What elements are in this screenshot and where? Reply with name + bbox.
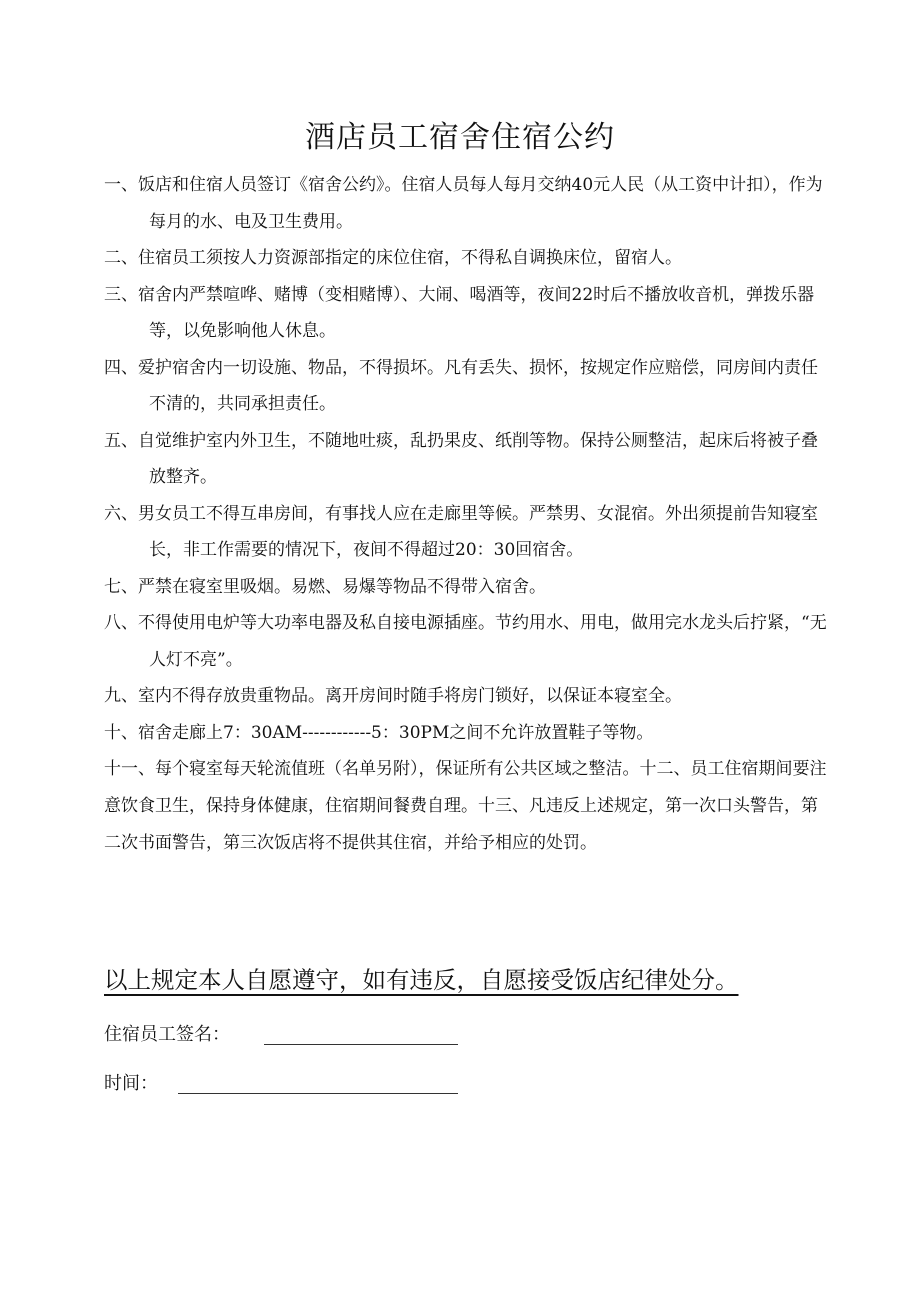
rule-item: 三、宿舍内严禁喧哗、赌博（变相赌博）、大闹、喝酒等，夜间22时后不播放收音机，弹拨乐器等，以免影响他人休息。 (104, 284, 815, 341)
pledge-statement: 以上规定本人自愿遵守，如有违反，自愿接受饭店纪律处分。 (104, 966, 739, 994)
time-label: 时间： (104, 1073, 158, 1094)
rule-item: 六、男女员工不得互串房间，有事找人应在走廊里等候。严禁男、女混宿。外出须提前告知寝室长，非工作需要的情况下，夜间不得超过20：30回宿舍。 (104, 503, 818, 560)
rule-item: 二、住宿员工须按人力资源部指定的床位住宿，不得私自调换床位，留宿人。 (104, 248, 682, 268)
rule-item: 五、自觉维护室内外卫生，不随地吐痰，乱扔果皮、纸削等物。保持公厕整洁，起床后将被子叠放整齐。 (104, 430, 818, 487)
rule-item: 十、宿舍走廊上7：30AM------------5：30PM之间不允许放置鞋子等物。 (104, 722, 654, 743)
rule-item: 八、不得使用电炉等大功率电器及私自接电源插座。节约用水、用电，做用完水龙头后拧紧，“无人灯不亮”。 (104, 613, 827, 670)
rule-item: 四、爱护宿舍内一切设施、物品，不得损坏。凡有丢失、损怀，按规定作应赔偿，同房间内责任不清的，共同承担责任。 (104, 357, 818, 414)
rule-item: 九、室内不得存放贵重物品。离开房间时随手将房门锁好，以保证本寝室全。 (104, 686, 682, 706)
rule-item: 一、饭店和住宿人员签订《宿舍公约》。住宿人员每人每月交纳40元人民（从工资中计扣），作为每月的水、电及卫生费用。 (104, 175, 823, 232)
signature-label: 住宿员工签名： (104, 1024, 230, 1045)
rules-list (104, 167, 834, 862)
rule-item: 七、严禁在寝室里吸烟。易燃、易爆等物品不得带入宿舍。 (104, 576, 546, 597)
document-title: 酒店员工宿舍住宿公约 (305, 120, 615, 155)
signature-line (264, 1044, 458, 1045)
time-line (178, 1093, 458, 1094)
rule-paragraph-final: 十一、每个寝室每天轮流值班（名单另附），保证所有公共区域之整洁。十二、员工住宿期间要注意饮食卫生，保持身体健康，住宿期间餐费自理。十三、凡违反上述规定，第一次口头警告，第二次书面警告，第三次饭店将不提供其住宿，并给予相应的处罚。 (104, 759, 827, 853)
